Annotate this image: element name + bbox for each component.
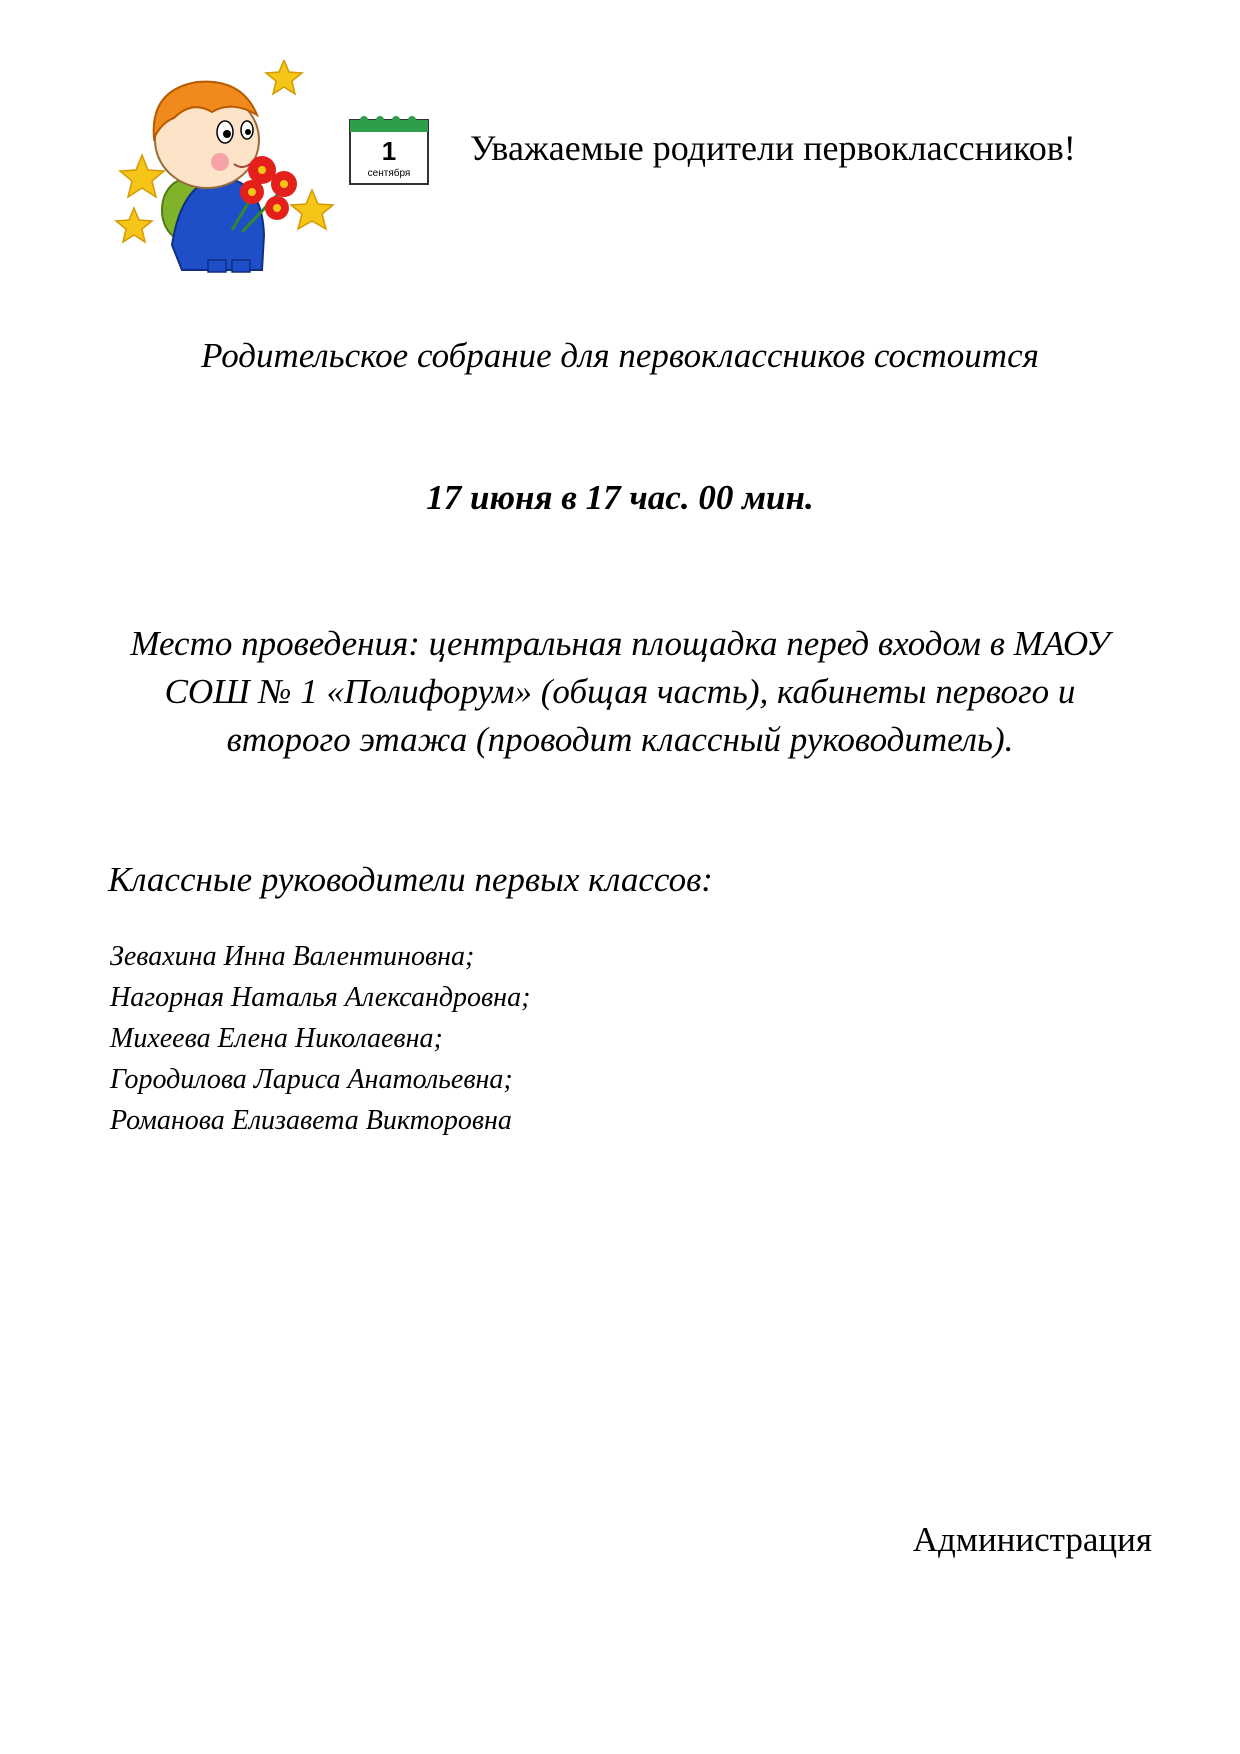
- venue-line: СОШ № 1 «Полифорум» (общая часть), кабинеты первого и: [164, 672, 1076, 711]
- calendar-day: 1: [381, 136, 397, 166]
- meeting-venue: [60, 620, 1180, 764]
- calendar-icon: [350, 116, 428, 184]
- teachers-list: [110, 936, 530, 1141]
- teacher-name: Романова Елизавета Викторовна: [110, 1105, 512, 1136]
- teacher-name: Нагорная Наталья Александровна;: [110, 982, 531, 1013]
- venue-line: второго этажа (проводит классный руководитель).: [226, 720, 1014, 759]
- greeting-heading: Уважаемые родители первоклассников!: [470, 128, 1076, 168]
- signature: Администрация: [912, 1520, 1152, 1559]
- meeting-date-time: 17 июня в 17 час. 00 мин.: [426, 478, 814, 517]
- schoolboy-illustration: [112, 60, 432, 275]
- teacher-name: Городилова Лариса Анатольевна;: [110, 1064, 513, 1095]
- teacher-name: Михеева Елена Николаевна;: [110, 1023, 443, 1054]
- teachers-heading: Классные руководители первых классов:: [108, 860, 713, 899]
- teacher-name: Зевахина Инна Валентиновна;: [110, 941, 475, 972]
- meeting-lead-text: Родительское собрание для первоклассников состоится: [201, 336, 1039, 375]
- calendar-month: сентября: [367, 168, 411, 179]
- venue-line: Место проведения: центральная площадка перед входом в МАОУ: [130, 624, 1110, 663]
- schoolboy-clipart-icon: [112, 60, 432, 275]
